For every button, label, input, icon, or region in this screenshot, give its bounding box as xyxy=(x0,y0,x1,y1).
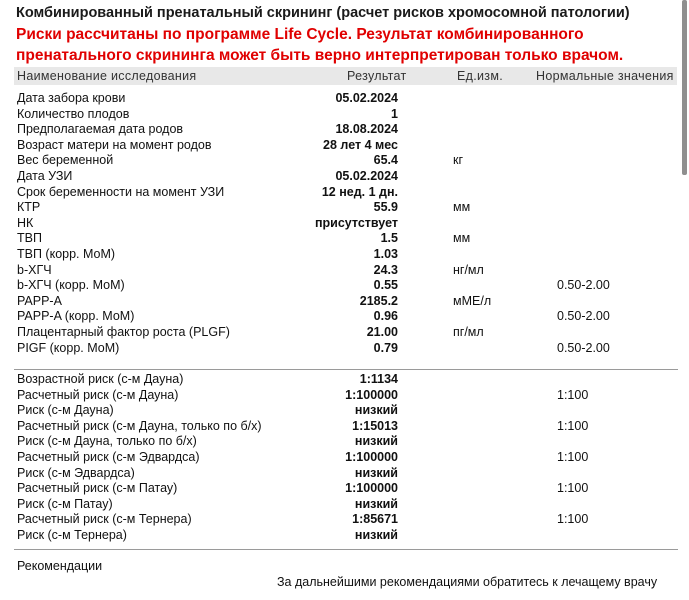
recommendations-label: Рекомендации xyxy=(17,559,103,573)
cell-name: Количество плодов xyxy=(17,106,130,121)
cell-name: Плацентарный фактор роста (PLGF) xyxy=(17,325,230,339)
table-row xyxy=(0,388,680,404)
table-row xyxy=(0,278,680,294)
cell-name: Расчетный риск (с-м Дауна, только по б/х) xyxy=(17,418,262,433)
table-row xyxy=(0,169,680,185)
table-row xyxy=(0,466,680,482)
cell-name: Риск (с-м Эдвардса) xyxy=(17,465,135,480)
table-row xyxy=(0,341,680,357)
cell-result: 1:15013 xyxy=(352,418,398,433)
cell-unit: мм xyxy=(453,200,471,215)
cell-result: 28 лет 4 мес xyxy=(323,137,398,152)
cell-name: Расчетный риск (с-м Патау) xyxy=(17,481,178,496)
table-row xyxy=(0,450,680,466)
cell-name: НК xyxy=(17,215,34,230)
cell-name: PAPP-A xyxy=(17,293,62,308)
cell-result: 1.5 xyxy=(380,231,398,246)
cell-name: PAPP-A (корр. МоМ) xyxy=(17,309,135,324)
cell-result: низкий xyxy=(354,528,398,542)
table-row xyxy=(0,200,680,216)
header-name: Наименование исследования xyxy=(17,69,197,83)
table-row xyxy=(0,419,680,435)
header-unit: Ед.изм. xyxy=(457,69,503,83)
table-row xyxy=(0,372,680,388)
cell-result: 1:100000 xyxy=(345,481,398,496)
cell-result: 65.4 xyxy=(373,153,398,168)
cell-name: Дата УЗИ xyxy=(17,169,73,183)
cell-name: Риск (с-м Тернера) xyxy=(17,528,127,542)
cell-name: Риск (с-м Дауна, только по б/х) xyxy=(17,434,197,449)
cell-result: 1:100000 xyxy=(345,450,398,464)
cell-result: 0.55 xyxy=(373,278,398,293)
cell-result: 24.3 xyxy=(373,262,398,277)
cell-norm: 1:100 xyxy=(557,418,589,433)
table-row xyxy=(0,512,680,528)
cell-norm: 0.50-2.00 xyxy=(557,278,610,293)
table-row xyxy=(0,263,680,279)
table-row xyxy=(0,91,680,107)
table-row xyxy=(0,122,680,138)
cell-name: Риск (с-м Дауна) xyxy=(17,403,114,418)
cell-result: 05.02.2024 xyxy=(335,169,398,183)
table-row xyxy=(0,325,680,341)
table-row xyxy=(0,403,680,419)
table-row xyxy=(0,138,680,154)
cell-name: Возрастной риск (с-м Дауна) xyxy=(17,372,184,386)
table-row xyxy=(0,294,680,310)
cell-name: b-ХГЧ (корр. МоМ) xyxy=(17,278,125,293)
table-row xyxy=(0,434,680,450)
cell-result: низкий xyxy=(354,496,398,511)
cell-name: Дата забора крови xyxy=(17,91,126,105)
table-header xyxy=(14,67,677,85)
cell-name: PIGF (корр. МоМ) xyxy=(17,340,120,355)
cell-name: Возраст матери на момент родов xyxy=(17,137,212,152)
cell-name: b-ХГЧ xyxy=(17,262,52,277)
table-row xyxy=(0,216,680,232)
divider xyxy=(14,549,678,550)
cell-norm: 1:100 xyxy=(557,387,589,402)
cell-result: 05.02.2024 xyxy=(335,91,398,105)
cell-norm: 0.50-2.00 xyxy=(557,340,610,355)
cell-result: 1 xyxy=(391,106,398,121)
cell-norm: 1:100 xyxy=(557,512,589,527)
warning-text: Риски рассчитаны по программе Life Cycle. Результат комбинированного пренатального скрининга может быть верно интерпретирован только врачом. xyxy=(16,26,624,64)
table-row xyxy=(0,481,680,497)
cell-name: Расчетный риск (с-м Дауна) xyxy=(17,387,179,402)
divider xyxy=(14,369,678,370)
scrollbar[interactable] xyxy=(682,0,687,175)
cell-name: Расчетный риск (с-м Тернера) xyxy=(17,512,192,527)
cell-norm: 0.50-2.00 xyxy=(557,309,610,324)
table-row xyxy=(0,309,680,325)
cell-result: 1:85671 xyxy=(352,512,398,527)
table-row xyxy=(0,497,680,513)
cell-result: 1:1134 xyxy=(359,372,398,386)
table-row xyxy=(0,185,680,201)
cell-unit: мм xyxy=(453,231,471,246)
cell-name: Вес беременной xyxy=(17,153,114,168)
cell-name: КТР xyxy=(17,200,41,215)
cell-result: 21.00 xyxy=(366,325,398,339)
header-norm: Нормальные значения xyxy=(536,69,674,83)
cell-result: присутствует xyxy=(314,215,398,230)
cell-norm: 1:100 xyxy=(557,481,589,496)
cell-unit: кг xyxy=(453,153,464,168)
cell-name: Срок беременности на момент УЗИ xyxy=(17,184,225,199)
cell-result: 2185.2 xyxy=(359,293,398,308)
cell-unit: мМЕ/л xyxy=(453,293,492,308)
cell-name: ТВП (корр. МоМ) xyxy=(17,247,116,261)
cell-result: 0.96 xyxy=(373,309,398,324)
table-row xyxy=(0,528,680,544)
table-row xyxy=(0,247,680,263)
table-row xyxy=(0,231,680,247)
table-row xyxy=(0,153,680,169)
cell-result: низкий xyxy=(354,403,398,418)
cell-norm: 1:100 xyxy=(557,450,589,464)
table-row xyxy=(0,107,680,123)
cell-name: ТВП xyxy=(17,231,42,246)
cell-name: Предполагаемая дата родов xyxy=(17,122,184,137)
cell-result: 1.03 xyxy=(373,247,398,261)
cell-result: 1:100000 xyxy=(345,387,398,402)
header-result: Результат xyxy=(347,69,407,83)
cell-result: 12 нед. 1 дн. xyxy=(321,184,398,199)
cell-unit: нг/мл xyxy=(453,262,484,277)
cell-name: Расчетный риск (с-м Эдвардса) xyxy=(17,450,200,464)
report-title: Комбинированный пренатальный скрининг (расчет рисков хромосомной патологии) xyxy=(16,5,630,21)
recommendations-text: За дальнейшими рекомендациями обратитесь к лечащему врачу xyxy=(277,575,658,589)
cell-result: низкий xyxy=(354,465,398,480)
cell-result: 55.9 xyxy=(373,200,398,215)
cell-name: Риск (с-м Патау) xyxy=(17,496,113,511)
cell-result: 0.79 xyxy=(373,340,398,355)
cell-result: низкий xyxy=(354,434,398,449)
cell-unit: пг/мл xyxy=(453,325,484,339)
cell-result: 18.08.2024 xyxy=(335,122,398,137)
